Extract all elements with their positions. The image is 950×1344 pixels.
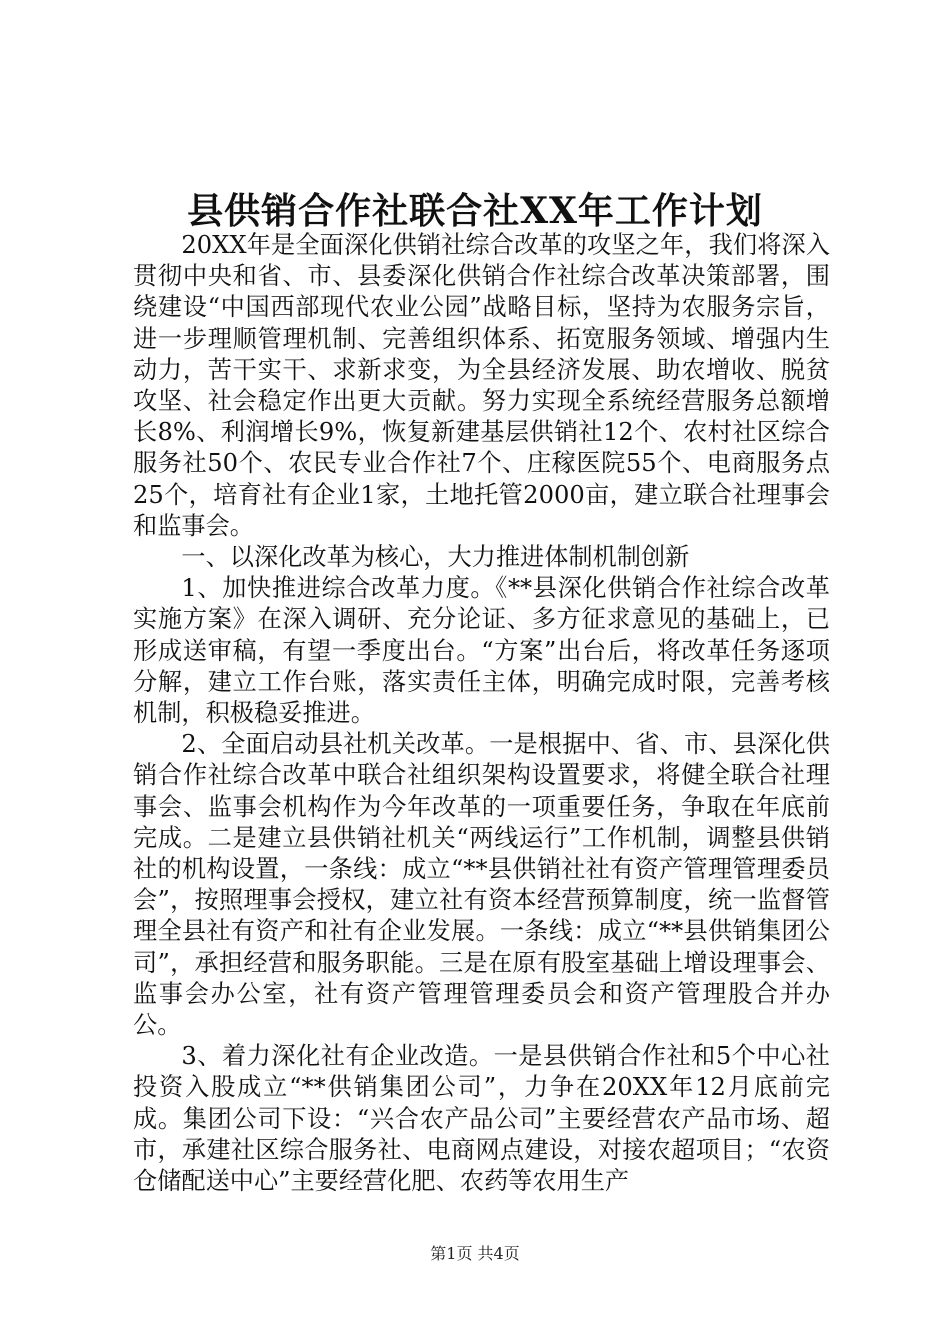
- paragraph-item-1: 1、加快推进综合改革力度。《**县深化供销合作社综合改革实施方案》在深入调研、充分论证、多方征求意见的基础上，已形成送审稿，有望一季度出台。“方案”出台后，将改革任务逐项分解，建立工作台账，落实责任主体，明确完成时限，完善考核机制，积极稳妥推进。: [133, 574, 830, 728]
- document-body: [133, 230, 830, 1197]
- document-title: 县供销合作社联合社XX年工作计划: [187, 190, 763, 232]
- page-footer: 第1页 共4页: [430, 1244, 520, 1263]
- paragraph-item-3: 3、着力深化社有企业改造。一是县供销合作社和5个中心社投资入股成立“**供销集团公司”，力争在20XX年12月底前完成。集团公司下设：“兴合农产品公司”主要经营农产品市场、超市，承建社区综合服务社、电商网点建设，对接农超项目；“农资仓储配送中心”主要经营化肥、农药等农用生产: [133, 1042, 830, 1196]
- section-heading-1: 一、以深化改革为核心，大力推进体制机制创新: [181, 543, 690, 572]
- paragraph-intro: 20XX年是全面深化供销社综合改革的攻坚之年，我们将深入贯彻中央和省、市、县委深化供销合作社综合改革决策部署，围绕建设“中国西部现代农业公园”战略目标，坚持为农服务宗旨，进一步理顺管理机制、完善组织体系、拓宽服务领域、增强内生动力，苦干实干、求新求变，为全县经济发展、助农增收、脱贫攻坚、社会稳定作出更大贡献。努力实现全系统经营服务总额增长8%、利润增长9%，恢复新建基层供销社12个、农村社区综合服务社50个、农民专业合作社7个、庄稼医院55个、电商服务点25个，培育社有企业1家，土地托管2000亩，建立联合社理事会和监事会。: [133, 231, 830, 540]
- paragraph-item-2: 2、全面启动县社机关改革。一是根据中、省、市、县深化供销合作社综合改革中联合社组织架构设置要求，将健全联合社理事会、监事会机构作为今年改革的一项重要任务，争取在年底前完成。二是建立县供销社机关“两线运行”工作机制，调整县供销社的机构设置，一条线：成立“**县供销社社有资产管理管理委员会”，按照理事会授权，建立社有资本经营预算制度，统一监督管理全县社有资产和社有企业发展。一条线：成立“**县供销集团公司”，承担经营和服务职能。三是在原有股室基础上增设理事会、监事会办公室，社有资产管理管理委员会和资产管理股合并办公。: [133, 730, 830, 1040]
